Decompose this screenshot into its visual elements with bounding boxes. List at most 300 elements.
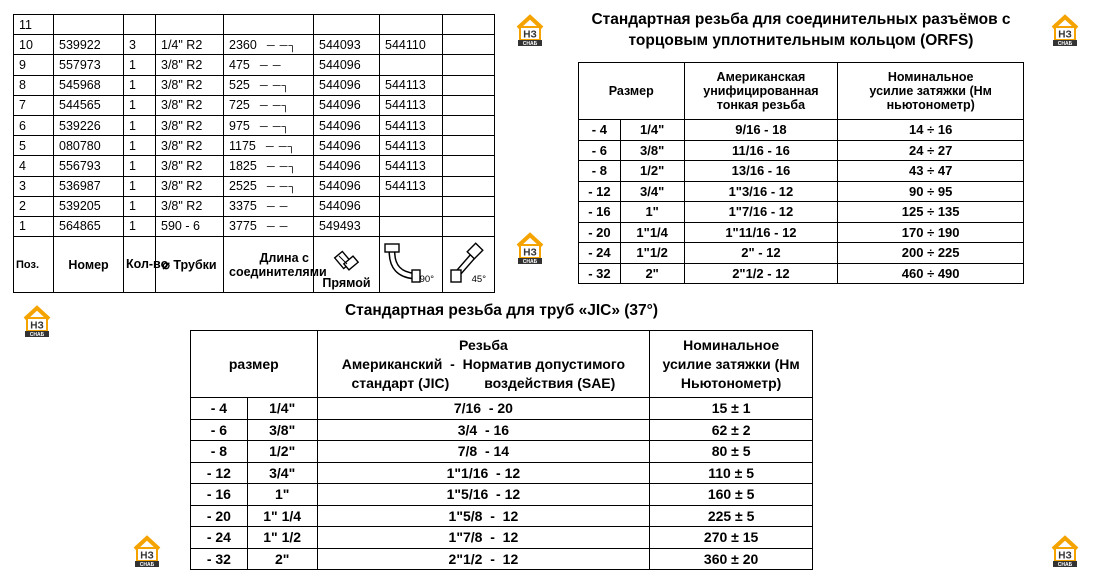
cell-number-text: 556793 xyxy=(59,158,101,173)
cell-deg90 xyxy=(380,35,443,55)
cell-straight-text: 544096 xyxy=(319,138,361,153)
cell-tube-text: 3/8" R2 xyxy=(161,98,203,113)
jic-header-size: размер xyxy=(191,331,318,398)
parts-row xyxy=(14,115,495,135)
deg90-label: 90° xyxy=(419,274,434,286)
cell-length xyxy=(224,15,314,35)
header-45 xyxy=(443,237,495,293)
cell-length-text: 475 xyxy=(229,57,250,72)
cell-tube-text: 590 - 6 xyxy=(161,219,200,234)
cell-number xyxy=(54,75,124,95)
cell-straight-text: 549493 xyxy=(319,219,361,234)
jic-table xyxy=(190,330,813,570)
parts-header-row xyxy=(14,237,495,293)
cell-tube xyxy=(156,35,224,55)
cell-qty-text: 1 xyxy=(129,199,136,214)
cell-qty xyxy=(124,196,156,216)
nz-snab-logo-icon xyxy=(1048,535,1082,568)
cell-deg90 xyxy=(380,156,443,176)
cell-length xyxy=(224,55,314,75)
cell-length xyxy=(224,35,314,55)
cell-tube-text: 3/8" R2 xyxy=(161,158,203,173)
connector-straight-symbol: ─ ─ xyxy=(266,201,289,214)
orfs-cell-dash: - 6 xyxy=(579,140,621,161)
cell-tube-text: 3/8" R2 xyxy=(161,57,203,72)
jic-cell-inch: 1" 1/4 xyxy=(247,505,317,527)
jic-header-thread-sub1: Американский - Норматив допустимого xyxy=(341,355,626,372)
nz-snab-logo-icon xyxy=(513,232,547,265)
parts-table xyxy=(13,14,495,293)
parts-row xyxy=(14,176,495,196)
svg-text:НЗ: НЗ xyxy=(30,320,44,332)
jic-cell-torque: 15 ± 1 xyxy=(650,398,813,420)
cell-tube-text: 3/8" R2 xyxy=(161,138,203,153)
cell-deg45 xyxy=(443,176,495,196)
orfs-header-size: Размер xyxy=(579,63,685,120)
cell-pos-text: 11 xyxy=(19,17,32,32)
cell-qty xyxy=(124,55,156,75)
orfs-row xyxy=(579,202,1024,223)
cell-deg45 xyxy=(443,55,495,75)
jic-cell-torque: 62 ± 2 xyxy=(650,419,813,441)
cell-number xyxy=(54,55,124,75)
cell-deg45 xyxy=(443,216,495,236)
svg-text:НЗ: НЗ xyxy=(1058,29,1072,41)
cell-number xyxy=(54,176,124,196)
cell-tube-text: 3/8" R2 xyxy=(161,199,203,214)
svg-text:СНАБ: СНАБ xyxy=(1057,562,1073,568)
parts-row xyxy=(14,196,495,216)
cell-pos xyxy=(14,75,54,95)
cell-straight xyxy=(314,216,380,236)
jic-cell-thread: 3/4 - 16 xyxy=(317,419,650,441)
parts-row xyxy=(14,216,495,236)
cell-deg45 xyxy=(443,156,495,176)
header-length-text: Длина с соединителями xyxy=(229,250,327,279)
jic-row xyxy=(191,505,813,527)
connector-straight-symbol: ─ ─ xyxy=(266,221,289,234)
orfs-header-torque: Номинальное усилие затяжки (Нм ньютонометр) xyxy=(838,63,1024,120)
svg-text:СНАБ: СНАБ xyxy=(522,259,538,265)
cell-length xyxy=(224,75,314,95)
cell-deg90 xyxy=(380,136,443,156)
jic-cell-inch: 1/2" xyxy=(247,441,317,463)
cell-qty xyxy=(124,95,156,115)
orfs-header-row xyxy=(579,63,1024,120)
jic-cell-dash: - 16 xyxy=(191,484,248,506)
cell-deg90 xyxy=(380,196,443,216)
cell-qty xyxy=(124,136,156,156)
cell-pos-text: 7 xyxy=(19,98,26,113)
connector-angled-symbol: ─ ─┐ xyxy=(266,160,298,173)
cell-length xyxy=(224,95,314,115)
svg-text:СНАБ: СНАБ xyxy=(522,41,538,47)
orfs-cell-thread: 11/16 - 16 xyxy=(684,140,838,161)
cell-deg90 xyxy=(380,15,443,35)
orfs-cell-torque: 460 ÷ 490 xyxy=(838,263,1024,284)
header-pos: Поз. xyxy=(14,237,54,293)
cell-length xyxy=(224,176,314,196)
cell-length xyxy=(224,136,314,156)
cell-straight xyxy=(314,196,380,216)
jic-cell-inch: 1" 1/2 xyxy=(247,527,317,549)
orfs-cell-thread: 9/16 - 18 xyxy=(684,120,838,141)
cell-number xyxy=(54,95,124,115)
cell-pos xyxy=(14,176,54,196)
cell-length-text: 1175 xyxy=(229,138,256,153)
orfs-cell-dash: - 24 xyxy=(579,243,621,264)
jic-cell-inch: 1" xyxy=(247,484,317,506)
header-number: Номер xyxy=(54,237,124,293)
cell-tube xyxy=(156,176,224,196)
jic-cell-torque: 270 ± 15 xyxy=(650,527,813,549)
cell-number-text: 539205 xyxy=(59,199,101,214)
orfs-title: Стандартная резьба для соединительных разъёмов с торцовым уплотнительным кольцом (ORFS) xyxy=(591,11,1011,49)
cell-qty xyxy=(124,35,156,55)
jic-header-thread-title: Резьба xyxy=(459,336,508,353)
jic-cell-dash: - 24 xyxy=(191,527,248,549)
cell-number-text: 536987 xyxy=(59,179,101,194)
cell-pos-text: 6 xyxy=(19,118,26,133)
orfs-cell-inch: 1"1/2 xyxy=(620,243,684,264)
cell-number xyxy=(54,115,124,135)
cell-number xyxy=(54,15,124,35)
orfs-row xyxy=(579,243,1024,264)
nz-snab-logo-icon xyxy=(20,305,54,338)
cell-pos xyxy=(14,196,54,216)
cell-qty-text: 1 xyxy=(129,219,136,234)
cell-number-text: 080780 xyxy=(59,138,101,153)
svg-text:НЗ: НЗ xyxy=(523,247,537,259)
cell-pos xyxy=(14,136,54,156)
parts-row xyxy=(14,75,495,95)
jic-cell-torque: 225 ± 5 xyxy=(650,505,813,527)
jic-cell-dash: - 20 xyxy=(191,505,248,527)
nz-snab-logo-icon xyxy=(1048,14,1082,47)
cell-deg90 xyxy=(380,55,443,75)
cell-tube-text: 3/8" R2 xyxy=(161,179,203,194)
cell-deg90-text: 544113 xyxy=(385,98,426,113)
cell-length-text: 3775 xyxy=(229,219,257,234)
cell-deg45 xyxy=(443,95,495,115)
orfs-table xyxy=(578,62,1024,284)
svg-text:НЗ: НЗ xyxy=(523,29,537,41)
cell-deg45 xyxy=(443,196,495,216)
cell-number-text: 545968 xyxy=(59,78,101,93)
orfs-cell-dash: - 8 xyxy=(579,161,621,182)
cell-pos-text: 2 xyxy=(19,199,26,214)
cell-tube xyxy=(156,55,224,75)
cell-pos-text: 4 xyxy=(19,158,26,173)
jic-cell-thread: 7/8 - 14 xyxy=(317,441,650,463)
cell-straight-text: 544096 xyxy=(319,78,361,93)
parts-row xyxy=(14,95,495,115)
connector-angled-symbol: ─ ─┐ xyxy=(259,120,291,133)
cell-qty-text: 1 xyxy=(129,78,136,93)
connector-angled-symbol: ─ ─┐ xyxy=(265,140,297,153)
orfs-row xyxy=(579,140,1024,161)
orfs-cell-torque: 43 ÷ 47 xyxy=(838,161,1024,182)
orfs-cell-inch: 1"1/4 xyxy=(620,222,684,243)
cell-number xyxy=(54,216,124,236)
cell-straight-text: 544096 xyxy=(319,57,361,72)
jic-cell-torque: 80 ± 5 xyxy=(650,441,813,463)
cell-deg90-text: 544113 xyxy=(385,78,426,93)
jic-row xyxy=(191,462,813,484)
svg-text:СНАБ: СНАБ xyxy=(29,332,45,338)
cell-deg45 xyxy=(443,15,495,35)
connector-angled-symbol: ─ ─┐ xyxy=(266,39,298,52)
orfs-row xyxy=(579,120,1024,141)
jic-cell-thread: 1"1/16 - 12 xyxy=(317,462,650,484)
cell-straight-text: 544096 xyxy=(319,118,361,133)
cell-deg45 xyxy=(443,35,495,55)
cell-pos-text: 1 xyxy=(19,219,26,234)
cell-tube xyxy=(156,136,224,156)
cell-tube xyxy=(156,115,224,135)
jic-cell-dash: - 12 xyxy=(191,462,248,484)
cell-number-text: 557973 xyxy=(59,57,101,72)
cell-qty-text: 3 xyxy=(129,37,136,52)
orfs-cell-inch: 3/8" xyxy=(620,140,684,161)
nz-snab-logo-icon xyxy=(130,535,164,568)
cell-length-text: 975 xyxy=(229,118,250,133)
jic-cell-inch: 3/8" xyxy=(247,419,317,441)
header-tube: ⌀ Трубки xyxy=(156,237,224,293)
cell-pos-text: 3 xyxy=(19,179,26,194)
cell-deg45 xyxy=(443,115,495,135)
header-qty xyxy=(124,237,169,293)
cell-length-text: 1825 xyxy=(229,158,257,173)
parts-row xyxy=(14,55,495,75)
cell-deg90 xyxy=(380,75,443,95)
cell-tube xyxy=(156,15,224,35)
orfs-cell-inch: 1/4" xyxy=(620,120,684,141)
jic-header-thread xyxy=(317,331,650,398)
cell-number-text: 539922 xyxy=(59,37,101,52)
orfs-cell-torque: 125 ÷ 135 xyxy=(838,202,1024,223)
jic-row xyxy=(191,484,813,506)
cell-deg90-text: 544110 xyxy=(385,37,426,52)
cell-tube xyxy=(156,75,224,95)
svg-text:НЗ: НЗ xyxy=(1058,550,1072,562)
jic-cell-dash: - 8 xyxy=(191,441,248,463)
cell-deg90-text: 544113 xyxy=(385,118,426,133)
cell-deg45 xyxy=(443,136,495,156)
orfs-cell-torque: 90 ÷ 95 xyxy=(838,181,1024,202)
jic-row xyxy=(191,548,813,570)
cell-length-text: 725 xyxy=(229,98,250,113)
jic-cell-dash: - 32 xyxy=(191,548,248,570)
cell-pos xyxy=(14,156,54,176)
cell-straight-text: 544096 xyxy=(319,179,361,194)
cell-qty-text: 1 xyxy=(129,98,136,113)
jic-row xyxy=(191,419,813,441)
header-qty-text: Кол-во xyxy=(126,257,169,272)
orfs-table-body xyxy=(579,120,1024,284)
jic-cell-thread: 1"7/8 - 12 xyxy=(317,527,650,549)
cell-length xyxy=(224,216,314,236)
cell-number xyxy=(54,196,124,216)
cell-number xyxy=(54,35,124,55)
orfs-cell-torque: 170 ÷ 190 xyxy=(838,222,1024,243)
jic-cell-inch: 2" xyxy=(247,548,317,570)
jic-cell-thread: 7/16 - 20 xyxy=(317,398,650,420)
cell-straight xyxy=(314,35,380,55)
jic-cell-dash: - 4 xyxy=(191,398,248,420)
orfs-cell-inch: 1/2" xyxy=(620,161,684,182)
cell-tube-text: 3/8" R2 xyxy=(161,78,203,93)
cell-straight xyxy=(314,156,380,176)
jic-cell-inch: 3/4" xyxy=(247,462,317,484)
cell-tube-text: 3/8" R2 xyxy=(161,118,203,133)
orfs-cell-thread: 13/16 - 16 xyxy=(684,161,838,182)
cell-deg90 xyxy=(380,115,443,135)
jic-cell-torque: 110 ± 5 xyxy=(650,462,813,484)
svg-text:СНАБ: СНАБ xyxy=(139,562,155,568)
connector-angled-symbol: ─ ─┐ xyxy=(259,80,291,93)
orfs-cell-thread: 1"3/16 - 12 xyxy=(684,181,838,202)
cell-straight xyxy=(314,176,380,196)
cell-qty xyxy=(124,15,156,35)
cell-tube xyxy=(156,196,224,216)
jic-header-thread-sub2: стандарт (JIC) воздействия (SAE) xyxy=(351,374,616,391)
jic-cell-thread: 2"1/2 - 12 xyxy=(317,548,650,570)
orfs-cell-inch: 1" xyxy=(620,202,684,223)
connector-straight-symbol: ─ ─ xyxy=(259,59,282,72)
cell-tube xyxy=(156,156,224,176)
cell-length-text: 2360 xyxy=(229,37,257,52)
jic-cell-torque: 360 ± 20 xyxy=(650,548,813,570)
cell-straight xyxy=(314,75,380,95)
cell-number xyxy=(54,136,124,156)
cell-pos xyxy=(14,35,54,55)
cell-qty-text: 1 xyxy=(129,57,136,72)
cell-qty-text: 1 xyxy=(129,179,136,194)
cell-straight xyxy=(314,55,380,75)
cell-straight xyxy=(314,136,380,156)
cell-length xyxy=(224,156,314,176)
orfs-cell-thread: 2"1/2 - 12 xyxy=(684,263,838,284)
deg45-label: 45° xyxy=(471,274,486,286)
svg-text:НЗ: НЗ xyxy=(140,550,154,562)
cell-qty xyxy=(124,216,156,236)
cell-number-text: 564865 xyxy=(59,219,101,234)
cell-qty xyxy=(124,115,156,135)
cell-qty-text: 1 xyxy=(129,138,136,153)
parts-row xyxy=(14,136,495,156)
cell-tube-text: 1/4" R2 xyxy=(161,37,203,52)
cell-pos xyxy=(14,95,54,115)
cell-pos xyxy=(14,216,54,236)
orfs-cell-dash: - 20 xyxy=(579,222,621,243)
orfs-cell-torque: 24 ÷ 27 xyxy=(838,140,1024,161)
cell-straight-text: 544096 xyxy=(319,158,361,173)
cell-deg90 xyxy=(380,95,443,115)
jic-cell-inch: 1/4" xyxy=(247,398,317,420)
jic-row xyxy=(191,398,813,420)
connector-angled-symbol: ─ ─┐ xyxy=(259,100,291,113)
cell-number-text: 539226 xyxy=(59,118,101,133)
cell-straight-text: 544096 xyxy=(319,199,361,214)
cell-pos-text: 10 xyxy=(19,37,33,52)
nz-snab-logo-icon xyxy=(513,14,547,47)
cell-pos-text: 8 xyxy=(19,78,26,93)
cell-length-text: 3375 xyxy=(229,199,257,214)
orfs-cell-thread: 1"7/16 - 12 xyxy=(684,202,838,223)
cell-tube xyxy=(156,216,224,236)
orfs-cell-dash: - 16 xyxy=(579,202,621,223)
jic-cell-dash: - 6 xyxy=(191,419,248,441)
cell-length xyxy=(224,196,314,216)
jic-row xyxy=(191,527,813,549)
cell-deg90-text: 544113 xyxy=(385,138,426,153)
straight-fitting-icon xyxy=(330,250,364,276)
cell-pos-text: 5 xyxy=(19,138,26,153)
connector-angled-symbol: ─ ─┐ xyxy=(266,181,298,194)
cell-number-text: 544565 xyxy=(59,98,101,113)
cell-pos xyxy=(14,55,54,75)
parts-row xyxy=(14,35,495,55)
cell-length-text: 525 xyxy=(229,78,250,93)
svg-text:СНАБ: СНАБ xyxy=(1057,41,1073,47)
orfs-cell-dash: - 4 xyxy=(579,120,621,141)
cell-qty xyxy=(124,176,156,196)
jic-cell-thread: 1"5/8 - 12 xyxy=(317,505,650,527)
orfs-cell-inch: 2" xyxy=(620,263,684,284)
orfs-row xyxy=(579,161,1024,182)
cell-deg90 xyxy=(380,176,443,196)
orfs-cell-inch: 3/4" xyxy=(620,181,684,202)
jic-row xyxy=(191,441,813,463)
cell-straight xyxy=(314,115,380,135)
orfs-cell-dash: - 12 xyxy=(579,181,621,202)
orfs-cell-torque: 200 ÷ 225 xyxy=(838,243,1024,264)
cell-length-text: 2525 xyxy=(229,179,257,194)
orfs-row xyxy=(579,222,1024,243)
orfs-cell-torque: 14 ÷ 16 xyxy=(838,120,1024,141)
cell-straight xyxy=(314,15,380,35)
orfs-cell-thread: 1"11/16 - 12 xyxy=(684,222,838,243)
orfs-cell-thread: 2" - 12 xyxy=(684,243,838,264)
jic-table-body xyxy=(191,398,813,570)
parts-row xyxy=(14,15,495,35)
cell-number xyxy=(54,156,124,176)
cell-tube xyxy=(156,95,224,115)
parts-table-body xyxy=(14,15,495,237)
orfs-row xyxy=(579,181,1024,202)
jic-header-torque: Номинальное усилие затяжки (Нм Ньютонометр) xyxy=(650,331,813,398)
orfs-header-thread: Американская унифицированная тонкая резьба xyxy=(684,63,838,120)
cell-deg45 xyxy=(443,75,495,95)
cell-deg90-text: 544113 xyxy=(385,158,426,173)
cell-straight-text: 544093 xyxy=(319,37,361,52)
header-90 xyxy=(380,237,443,293)
cell-pos xyxy=(14,115,54,135)
cell-qty xyxy=(124,75,156,95)
header-length xyxy=(224,237,327,293)
cell-straight-text: 544096 xyxy=(319,98,361,113)
cell-deg90-text: 544113 xyxy=(385,179,426,194)
orfs-row xyxy=(579,263,1024,284)
orfs-cell-dash: - 32 xyxy=(579,263,621,284)
jic-title: Стандартная резьба для труб «JIC» (37°) xyxy=(344,302,659,319)
cell-qty-text: 1 xyxy=(129,158,136,173)
jic-cell-torque: 160 ± 5 xyxy=(650,484,813,506)
cell-pos-text: 9 xyxy=(19,57,26,72)
cell-straight xyxy=(314,95,380,115)
cell-qty-text: 1 xyxy=(129,118,136,133)
